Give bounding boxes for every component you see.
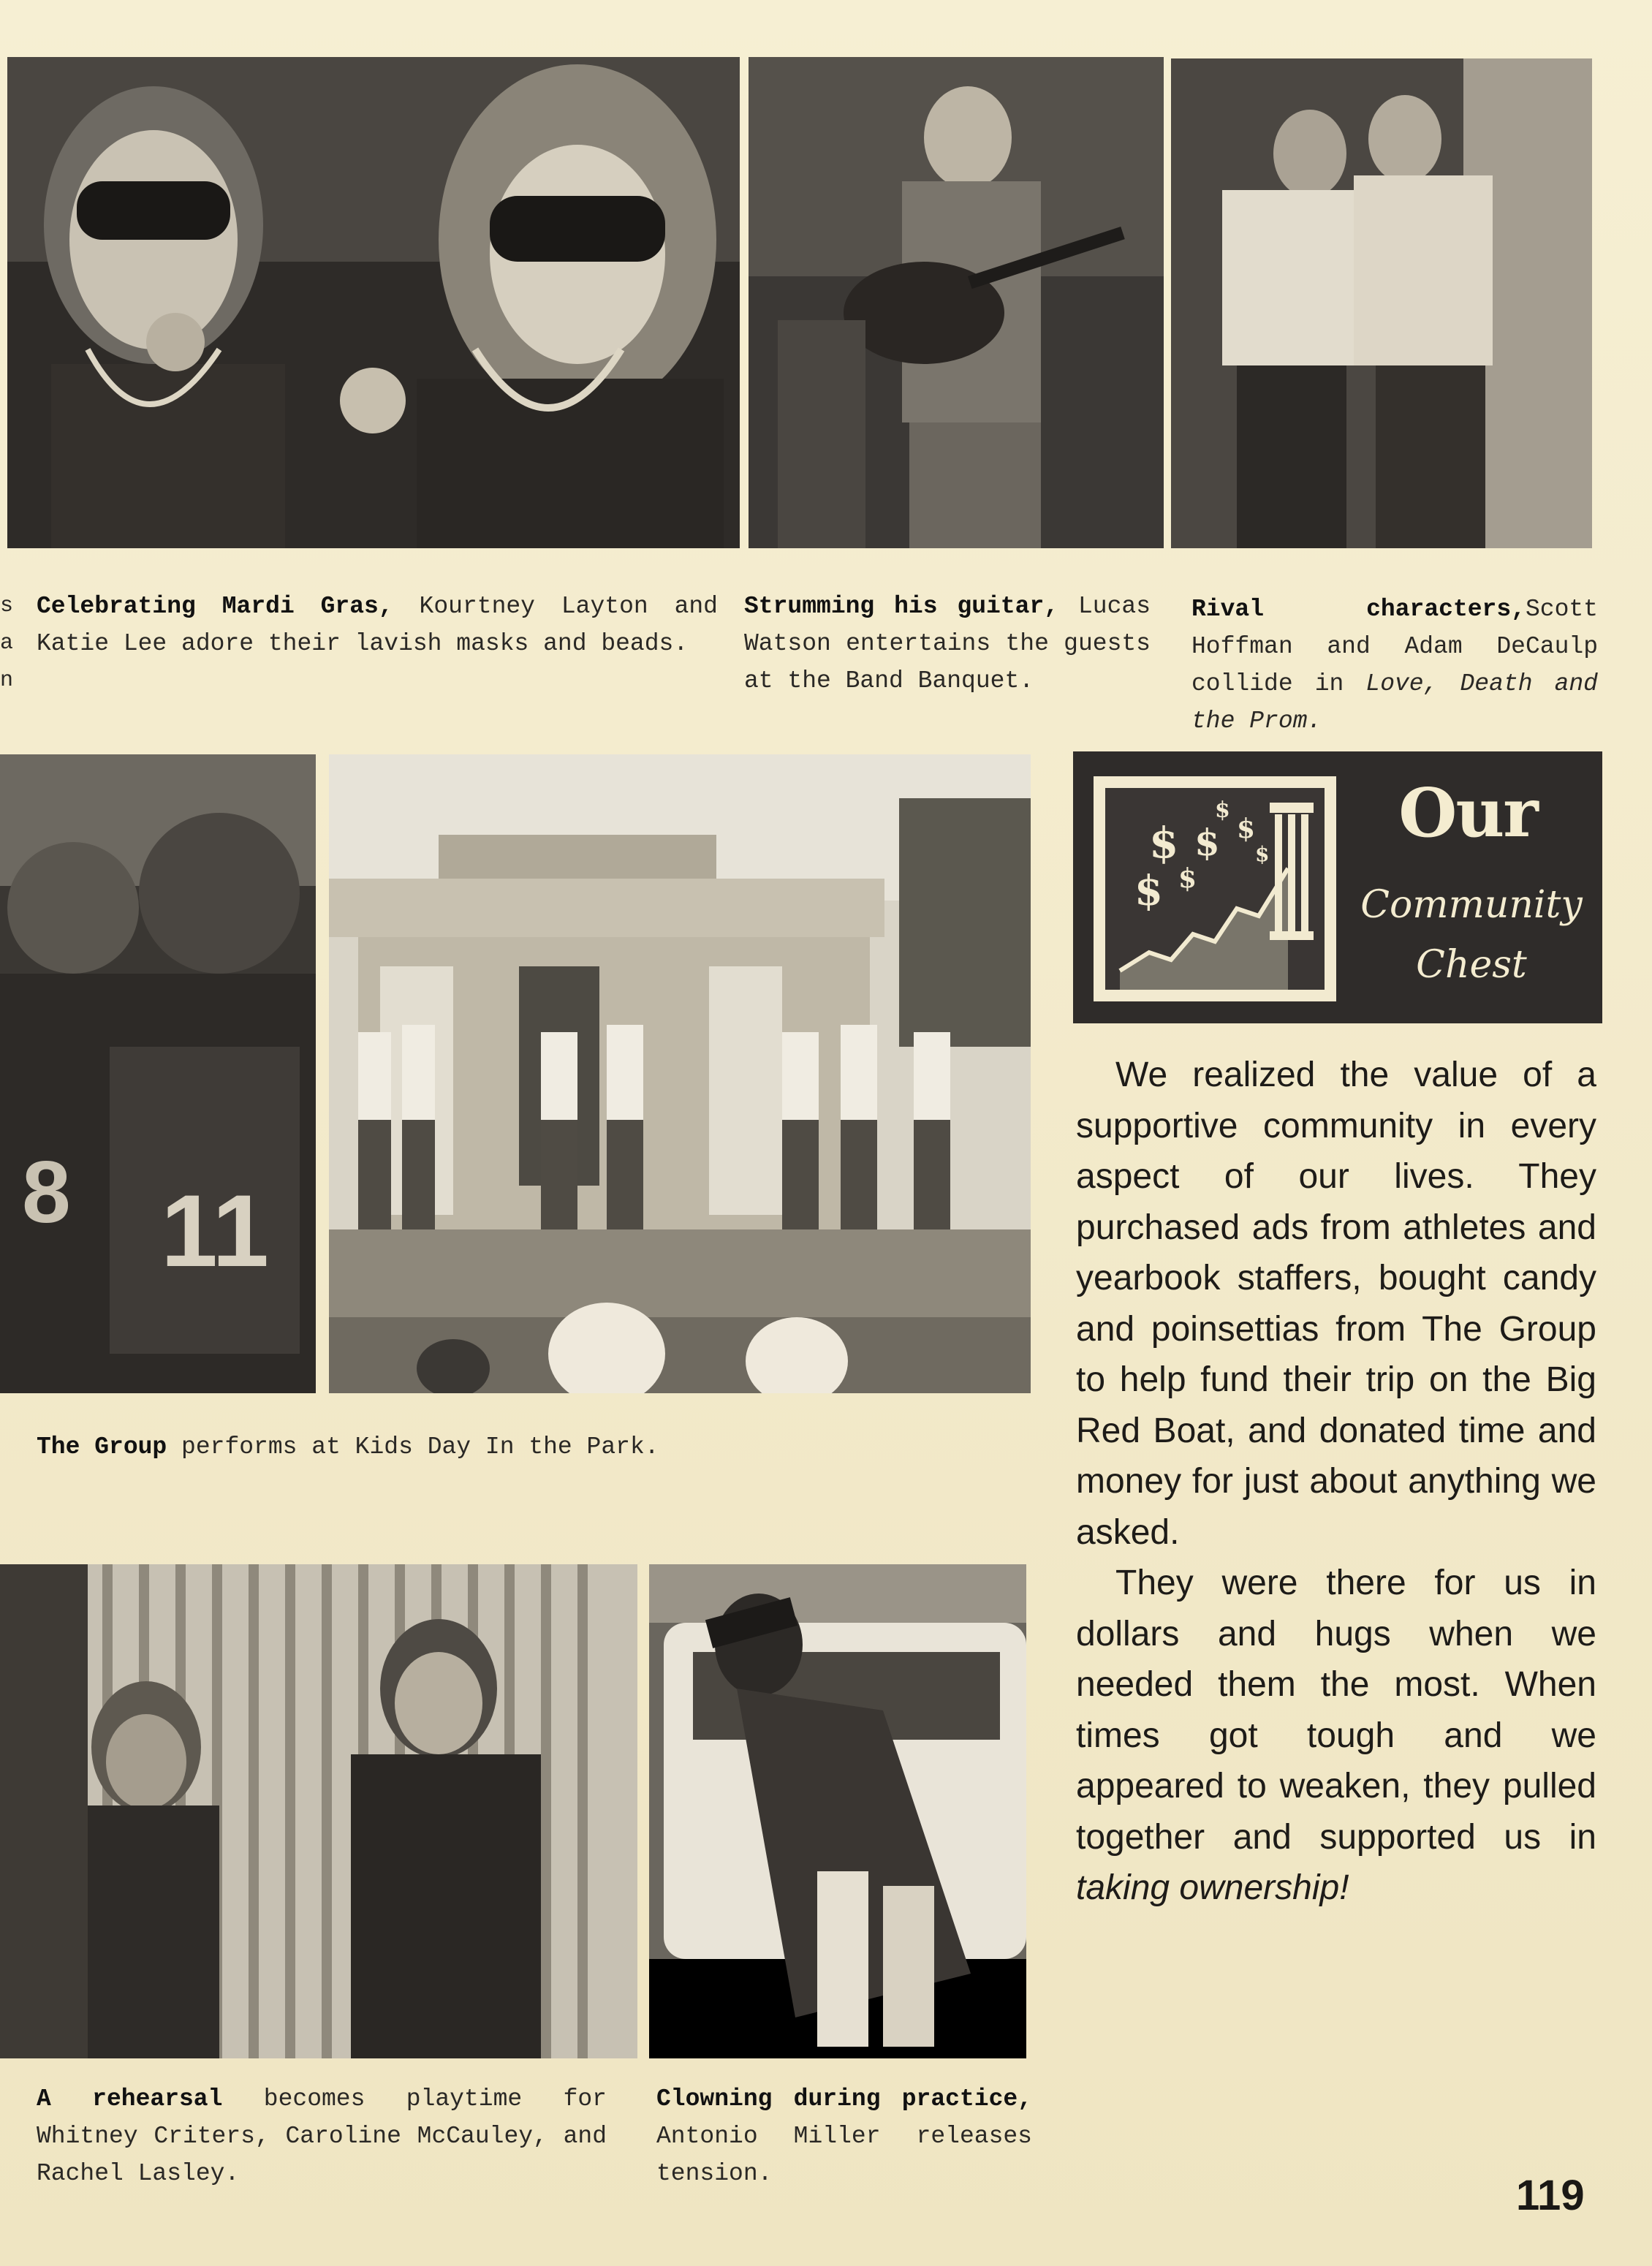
caption-rehearsal-text: becomes playtime for Whitney Criters, Caroline McCauley, and Rachel Lasley. (37, 2085, 607, 2187)
chest-title-community: Community (1360, 883, 1583, 927)
caption-group (37, 1428, 987, 1466)
article-paragraph-2-italic: taking ownership! (1076, 1868, 1349, 1907)
caption-group-lead: The Group (37, 1433, 167, 1460)
photo-rehearsal (0, 1564, 637, 2058)
left-strip-letter: s (0, 594, 14, 618)
caption-clowning (656, 2080, 1032, 2192)
svg-text:11: 11 (161, 1173, 269, 1288)
caption-guitar-text: Lucas Watson entertains the guests at the Band Banquet. (744, 593, 1151, 694)
guitar-image (749, 57, 1164, 548)
caption-mardi-gras-lead: Celebrating Mardi Gras, (37, 593, 393, 620)
article-paragraph-1: We realized the value of a supportive community in every aspect of our lives. They purchased ads from athletes and yearbook staffers, bought candy and poinsettias from The Group to help fund their trip on the Big Red Boat, and donated time and money for just about anything we asked. (1076, 1056, 1596, 1552)
rehearsal-image (0, 1564, 637, 2058)
caption-rival-title: Love, Death and the Prom. (1191, 670, 1598, 735)
svg-text:$: $ (1237, 814, 1256, 844)
community-chest-logo (1094, 776, 1336, 1001)
caption-guitar-lead: Strumming his guitar, (744, 593, 1059, 620)
chest-title-our: Our (1398, 773, 1537, 852)
caption-rival (1191, 591, 1598, 740)
photo-guitar (749, 57, 1164, 548)
left-strip-letter: a (0, 631, 14, 656)
caption-group-text: performs at Kids Day In the Park. (167, 1433, 659, 1460)
mardi-gras-image (7, 57, 740, 548)
community-chest-banner (1073, 751, 1602, 1023)
caption-rival-text: Scott Hoffman and Adam DeCaulp collide in (1191, 596, 1598, 697)
dollar-rising-chart-icon (1105, 788, 1325, 990)
article-paragraph-2 (1076, 1558, 1596, 1914)
left-strip-text (0, 588, 18, 700)
caption-clowning-text: Antonio Miller releases tension. (656, 2123, 1032, 2187)
svg-text:$: $ (1134, 867, 1163, 915)
caption-guitar (744, 588, 1151, 700)
caption-rehearsal-lead: A rehearsal (37, 2085, 223, 2112)
svg-text:$: $ (1215, 797, 1230, 823)
svg-text:$: $ (1194, 821, 1220, 864)
caption-rival-lead: Rival characters, (1191, 596, 1526, 623)
page-number: 119 (1516, 2172, 1585, 2219)
football-image (0, 754, 316, 1393)
rival-image (1171, 58, 1592, 548)
photo-rival (1171, 58, 1592, 548)
left-strip-letter: n (0, 668, 14, 693)
chest-title-chest: Chest (1416, 943, 1527, 987)
clowning-image (649, 1564, 1026, 2058)
photo-clowning (649, 1564, 1026, 2058)
caption-clowning-lead: Clowning during practice, (656, 2085, 1032, 2112)
photo-mardi-gras (7, 57, 740, 548)
article-paragraph-2-text: They were there for us in dollars and hugs when we needed them the most. When times got tough and we appeared to weaken, they pulled together and supported us in (1076, 1564, 1596, 1857)
photo-football (0, 754, 316, 1393)
svg-text:$: $ (1255, 842, 1270, 866)
kids-day-image (329, 754, 1031, 1393)
svg-text:8: 8 (22, 1143, 71, 1241)
article-body (1076, 1050, 1596, 1914)
svg-text:$: $ (1149, 818, 1179, 868)
svg-text:$: $ (1178, 863, 1197, 894)
caption-mardi-gras (37, 588, 718, 662)
photo-kids-day (329, 754, 1031, 1393)
caption-mardi-gras-text: Kourtney Layton and Katie Lee adore their lavish masks and beads. (37, 593, 718, 657)
caption-rehearsal (37, 2080, 607, 2192)
